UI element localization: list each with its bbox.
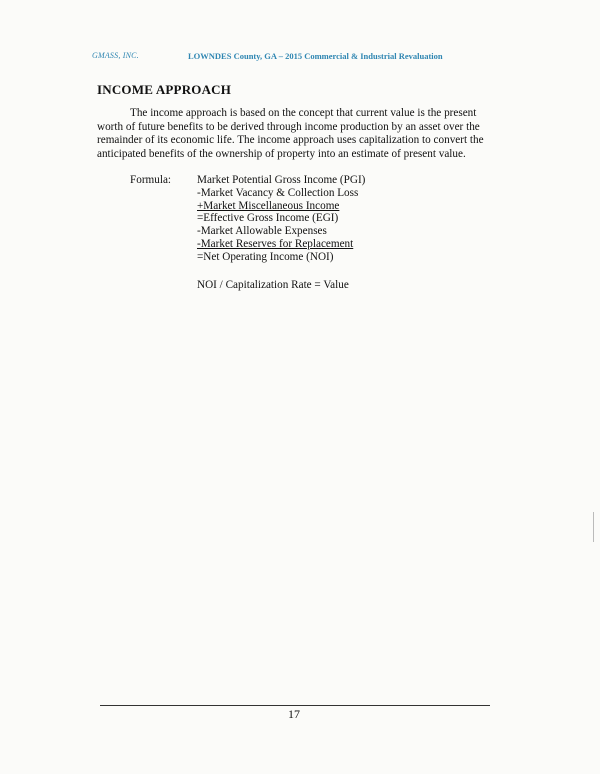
formula-lines xyxy=(197,174,365,264)
formula-line: -Market Reserves for Replacement xyxy=(197,237,354,250)
section-heading: INCOME APPROACH xyxy=(97,82,232,97)
formula-line: +Market Miscellaneous Income xyxy=(197,199,340,212)
formula-line: =Effective Gross Income (EGI) xyxy=(197,212,339,225)
formula-label: Formula: xyxy=(130,174,172,186)
section-paragraph xyxy=(97,107,497,161)
footer-rule xyxy=(100,705,490,706)
page-number: 17 xyxy=(288,707,300,721)
formula-result: NOI / Capitalization Rate = Value xyxy=(197,279,349,291)
formula-line: =Net Operating Income (NOI) xyxy=(197,250,334,263)
header-title: LOWNDES County, GA – 2015 Commercial & Industrial Revaluation xyxy=(188,51,443,61)
scan-edge-mark xyxy=(593,512,594,542)
formula-line: Market Potential Gross Income (PGI) xyxy=(197,174,366,186)
formula-line: -Market Vacancy & Collection Loss xyxy=(197,186,359,199)
header-company: GMASS, INC. xyxy=(92,51,139,60)
paragraph-text: The income approach is based on the concept that current value is the present worth of future benefits to be derived through income production by an asset over the remainder of its economic life. The income approach uses capitalization to convert the anticipated benefits of the ownership of property into an estimate of present value. xyxy=(97,107,484,160)
formula-line: -Market Allowable Expenses xyxy=(197,225,327,238)
